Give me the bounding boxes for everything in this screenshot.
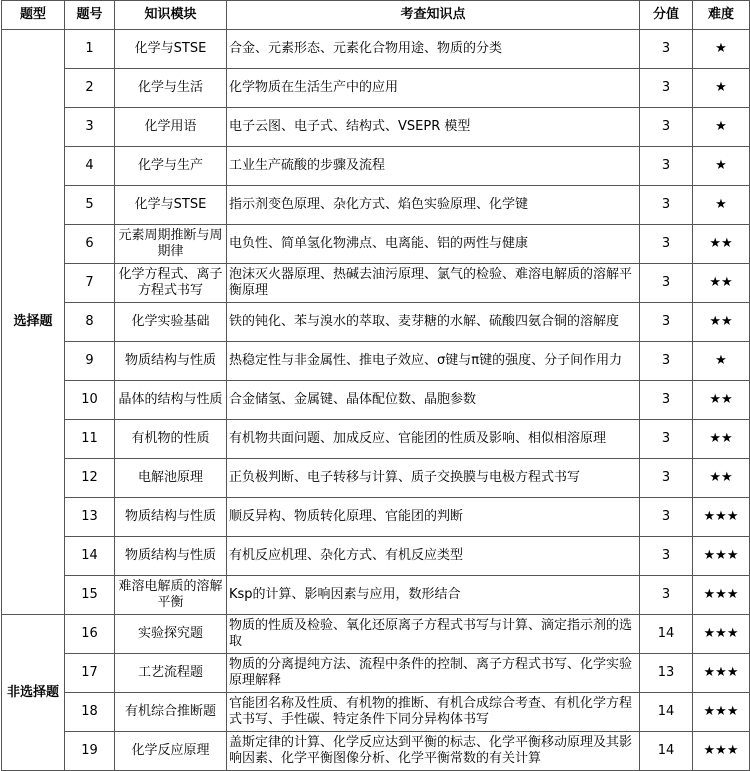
table-row: [2, 615, 750, 654]
knowledge-module-cell: 化学与生产: [115, 147, 227, 186]
table-row: [2, 537, 750, 576]
difficulty-cell: ★★: [693, 420, 750, 459]
header-module: 知识模块: [115, 1, 227, 30]
knowledge-module-cell: 有机物的性质: [115, 420, 227, 459]
knowledge-module-cell: 化学方程式、离子方程式书写: [115, 264, 227, 303]
difficulty-cell: ★: [693, 342, 750, 381]
knowledge-points-cell: 有机物共面问题、加成反应、官能团的性质及影响、相似相溶原理: [227, 420, 640, 459]
question-number-cell: 9: [65, 342, 115, 381]
question-number-cell: 13: [65, 498, 115, 537]
knowledge-points-cell: 物质的性质及检验、氧化还原离子方程式书写与计算、滴定指示剂的选取: [227, 615, 640, 654]
knowledge-points-cell: 顺反异构、物质转化原理、官能团的判断: [227, 498, 640, 537]
header-type: 题型: [2, 1, 65, 30]
knowledge-points-cell: 电子云图、电子式、结构式、VSEPR 模型: [227, 108, 640, 147]
difficulty-cell: ★★★: [693, 654, 750, 693]
score-cell: 14: [640, 732, 693, 771]
question-number-cell: 4: [65, 147, 115, 186]
knowledge-module-cell: 元素周期推断与周期律: [115, 225, 227, 264]
knowledge-points-cell: 化学物质在生活生产中的应用: [227, 69, 640, 108]
knowledge-module-cell: 难溶电解质的溶解平衡: [115, 576, 227, 615]
question-number-cell: 6: [65, 225, 115, 264]
score-cell: 3: [640, 225, 693, 264]
table-row: [2, 420, 750, 459]
question-number-cell: 16: [65, 615, 115, 654]
difficulty-cell: ★★: [693, 381, 750, 420]
score-cell: 13: [640, 654, 693, 693]
table-row: [2, 147, 750, 186]
difficulty-cell: ★★★: [693, 615, 750, 654]
score-cell: 3: [640, 69, 693, 108]
score-cell: 3: [640, 498, 693, 537]
table-row: [2, 654, 750, 693]
question-number-cell: 2: [65, 69, 115, 108]
score-cell: 3: [640, 108, 693, 147]
question-number-cell: 12: [65, 459, 115, 498]
exam-analysis-table: [1, 0, 750, 771]
difficulty-cell: ★★: [693, 459, 750, 498]
table-row: [2, 693, 750, 732]
difficulty-cell: ★★: [693, 264, 750, 303]
question-type-cell: 选择题: [2, 30, 65, 615]
question-number-cell: 3: [65, 108, 115, 147]
table-row: [2, 342, 750, 381]
knowledge-points-cell: 合金、元素形态、元素化合物用途、物质的分类: [227, 30, 640, 69]
score-cell: 3: [640, 186, 693, 225]
table-row: [2, 186, 750, 225]
knowledge-points-cell: 有机反应机理、杂化方式、有机反应类型: [227, 537, 640, 576]
score-cell: 14: [640, 615, 693, 654]
difficulty-cell: ★: [693, 69, 750, 108]
table-row: [2, 732, 750, 771]
score-cell: 3: [640, 264, 693, 303]
score-cell: 3: [640, 537, 693, 576]
score-cell: 14: [640, 693, 693, 732]
table-row: [2, 576, 750, 615]
table-row: [2, 225, 750, 264]
header-number: 题号: [65, 1, 115, 30]
knowledge-points-cell: 铁的钝化、苯与溴水的萃取、麦芽糖的水解、硫酸四氨合铜的溶解度: [227, 303, 640, 342]
question-type-cell: 非选择题: [2, 615, 65, 771]
knowledge-module-cell: 化学与生活: [115, 69, 227, 108]
difficulty-cell: ★: [693, 108, 750, 147]
table-row: [2, 30, 750, 69]
knowledge-points-cell: 泡沫灭火器原理、热碱去油污原理、氯气的检验、难溶电解质的溶解平衡原理: [227, 264, 640, 303]
table-row: [2, 69, 750, 108]
knowledge-points-cell: 工业生产硫酸的步骤及流程: [227, 147, 640, 186]
knowledge-points-cell: 指示剂变色原理、杂化方式、焰色实验原理、化学键: [227, 186, 640, 225]
header-difficulty: 难度: [693, 1, 750, 30]
knowledge-module-cell: 晶体的结构与性质: [115, 381, 227, 420]
score-cell: 3: [640, 303, 693, 342]
score-cell: 3: [640, 381, 693, 420]
score-cell: 3: [640, 30, 693, 69]
question-number-cell: 11: [65, 420, 115, 459]
knowledge-module-cell: 物质结构与性质: [115, 537, 227, 576]
difficulty-cell: ★★★: [693, 693, 750, 732]
difficulty-cell: ★★★: [693, 537, 750, 576]
question-number-cell: 10: [65, 381, 115, 420]
difficulty-cell: ★: [693, 186, 750, 225]
score-cell: 3: [640, 342, 693, 381]
difficulty-cell: ★★: [693, 225, 750, 264]
knowledge-module-cell: 化学用语: [115, 108, 227, 147]
question-number-cell: 8: [65, 303, 115, 342]
knowledge-module-cell: 化学与STSE: [115, 186, 227, 225]
table-row: [2, 498, 750, 537]
knowledge-points-cell: 盖斯定律的计算、化学反应达到平衡的标志、化学平衡移动原理及其影响因素、化学平衡图像分析、化学平衡常数的有关计算: [227, 732, 640, 771]
score-cell: 3: [640, 147, 693, 186]
difficulty-cell: ★★★: [693, 498, 750, 537]
knowledge-points-cell: 电负性、简单氢化物沸点、电离能、铝的两性与健康: [227, 225, 640, 264]
difficulty-cell: ★★: [693, 303, 750, 342]
table-row: [2, 264, 750, 303]
knowledge-points-cell: 官能团名称及性质、有机物的推断、有机合成综合考查、有机化学方程式书写、手性碳、特定条件下同分异构体书写: [227, 693, 640, 732]
table-row: [2, 459, 750, 498]
header-score: 分值: [640, 1, 693, 30]
question-number-cell: 18: [65, 693, 115, 732]
header-points: 考查知识点: [227, 1, 640, 30]
knowledge-module-cell: 电解池原理: [115, 459, 227, 498]
knowledge-module-cell: 物质结构与性质: [115, 342, 227, 381]
table-row: [2, 303, 750, 342]
difficulty-cell: ★★★: [693, 732, 750, 771]
knowledge-points-cell: 合金储氢、金属键、晶体配位数、晶胞参数: [227, 381, 640, 420]
question-number-cell: 7: [65, 264, 115, 303]
question-number-cell: 19: [65, 732, 115, 771]
knowledge-module-cell: 物质结构与性质: [115, 498, 227, 537]
difficulty-cell: ★: [693, 30, 750, 69]
knowledge-points-cell: 热稳定性与非金属性、推电子效应、σ键与π键的强度、分子间作用力: [227, 342, 640, 381]
knowledge-module-cell: 工艺流程题: [115, 654, 227, 693]
knowledge-module-cell: 化学反应原理: [115, 732, 227, 771]
question-number-cell: 15: [65, 576, 115, 615]
difficulty-cell: ★: [693, 147, 750, 186]
knowledge-points-cell: 正负极判断、电子转移与计算、质子交换膜与电极方程式书写: [227, 459, 640, 498]
table-row: [2, 108, 750, 147]
question-number-cell: 1: [65, 30, 115, 69]
question-number-cell: 5: [65, 186, 115, 225]
knowledge-points-cell: 物质的分离提纯方法、流程中条件的控制、离子方程式书写、化学实验原理解释: [227, 654, 640, 693]
table-row: [2, 381, 750, 420]
score-cell: 3: [640, 459, 693, 498]
knowledge-module-cell: 化学实验基础: [115, 303, 227, 342]
header-row: [2, 1, 750, 30]
knowledge-points-cell: Ksp的计算、影响因素与应用，数形结合: [227, 576, 640, 615]
knowledge-module-cell: 实验探究题: [115, 615, 227, 654]
question-number-cell: 14: [65, 537, 115, 576]
score-cell: 3: [640, 576, 693, 615]
score-cell: 3: [640, 420, 693, 459]
knowledge-module-cell: 有机综合推断题: [115, 693, 227, 732]
knowledge-module-cell: 化学与STSE: [115, 30, 227, 69]
difficulty-cell: ★★★: [693, 576, 750, 615]
question-number-cell: 17: [65, 654, 115, 693]
